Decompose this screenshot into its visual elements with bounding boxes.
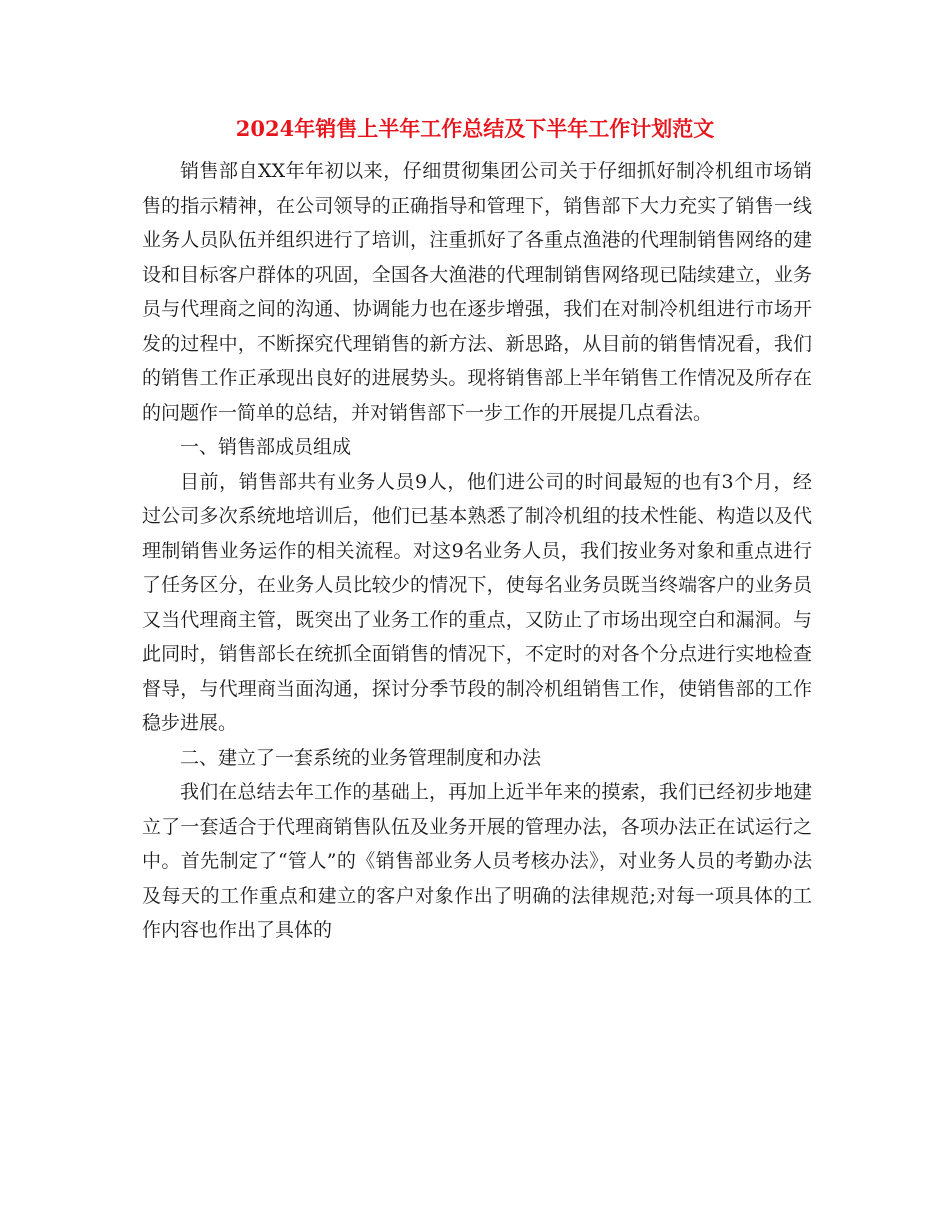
document-title: 2024年销售上半年工作总结及下半年工作计划范文 [235, 116, 715, 141]
paragraph-intro: 销售部自XX年年初以来，仔细贯彻集团公司关于仔细抓好制冷机组市场销售的指示精神，在公司领导的正确指导和管理下，销售部下大力充实了销售一线业务人员队伍并组织进行了培训，注重抓好了各重点渔港的代理制销售网络的建设和目标客户群体的巩固，全国各大渔港的代理制销售网络现已陆续建立，业务员与代理商之间的沟通、协调能力也在逐步增强，我们在对制冷机组进行市场开发的过程中，不断探究代理销售的新方法、新思路，从目前的销售情况看，我们的销售工作正承现出良好的进展势头。现将销售部上半年销售工作情况及所存在的问题作一简单的总结，并对销售部下一步工作的开展提几点看法。 [142, 160, 812, 424]
section-heading-1: 一、销售部成员组成 [180, 436, 352, 458]
section-heading-2: 二、建立了一套系统的业务管理制度和办法 [180, 746, 542, 769]
paragraph-section-2: 我们在总结去年工作的基础上，再加上近半年来的摸索，我们已经初步地建立了一套适合于代理商销售队伍及业务开展的管理办法，各项办法正在试运行之中。首先制定了“管人”的《销售部业务人员考核办法》，对业务人员的考勤办法及每天的工作重点和建立的客户对象作出了明确的法律规范;对每一项具体的工作内容也作出了具体的 [142, 781, 812, 941]
paragraph-section-1: 目前，销售部共有业务人员9人，他们进公司的时间最短的也有3个月，经过公司多次系统地培训后，他们已基本熟悉了制冷机组的技术性能、构造以及代理制销售业务运作的相关流程。对这9名业务人员，我们按业务对象和重点进行了任务区分，在业务人员比较少的情况下，使每名业务员既当终端客户的业务员又当代理商主管，既突出了业务工作的重点，又防止了市场出现空白和漏洞。与此同时，销售部长在统抓全面销售的情况下，不定时的对各个分点进行实地检查督导，与代理商当面沟通，探讨分季节段的制冷机组销售工作，使销售部的工作稳步进展。 [142, 470, 812, 734]
document-body [142, 154, 812, 948]
